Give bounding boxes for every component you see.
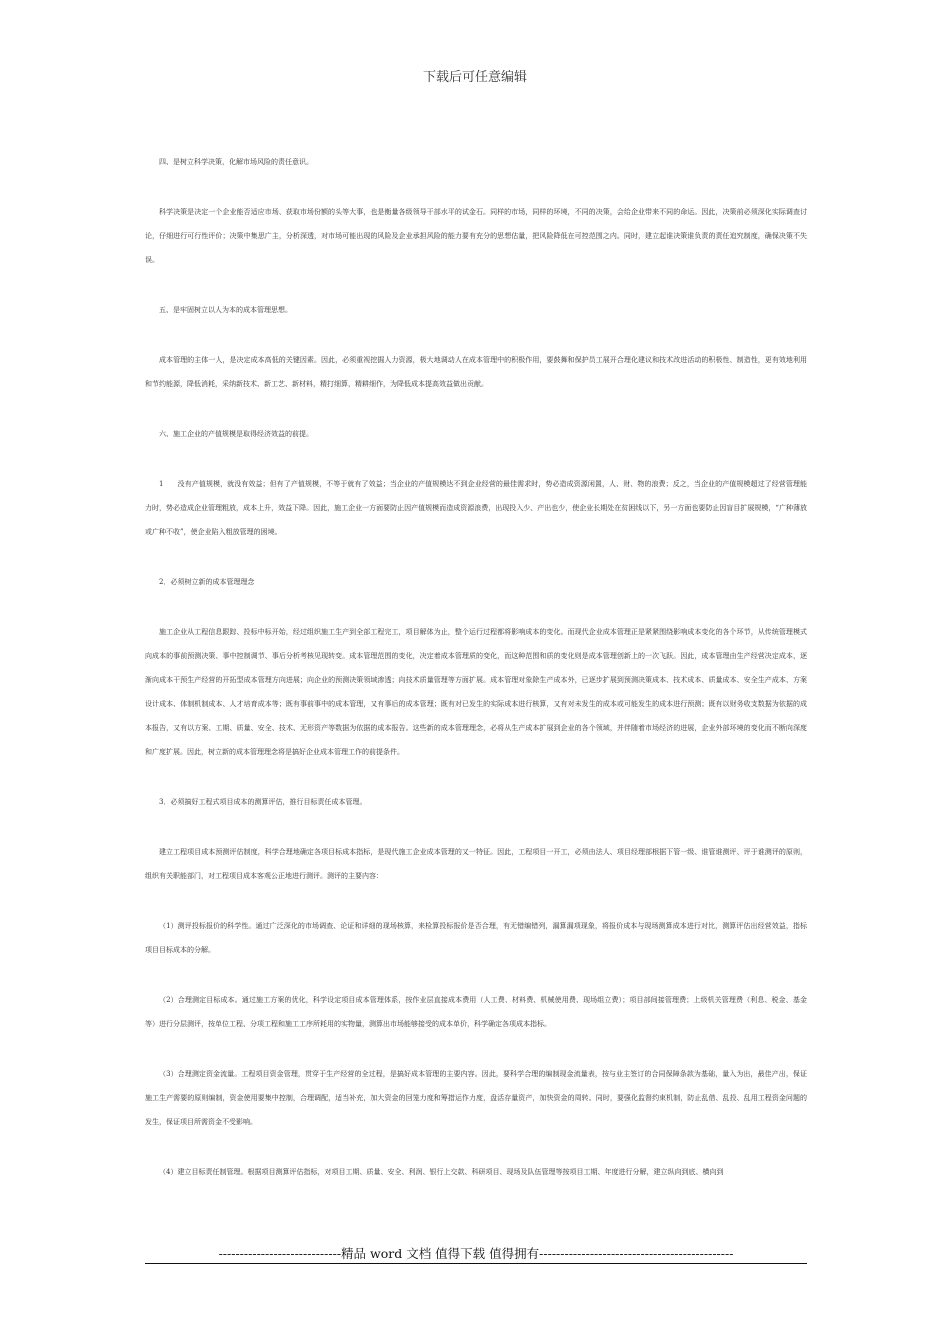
section-heading: 五、是牢固树立以人为本的成本管理思想。 xyxy=(159,306,292,314)
body-paragraph: 施工企业从工程信息跟踪、投标中标开始，经过组织施工生产到全部工程完工，项目解体为止，整个运行过程都将影响成本的变化。而现代企业成本管理正是紧紧围绕影响成本变化的各个环节，从传统管理模式向成本的事前预测决策、事中控制调节、事后分析考核见现转变。成本管理范围的变化，决定着成本管理质的变化，而这种范围和质的变化则是成本管理创新上的一次飞跃。因此，成本管理由生产经营决定成本，逐渐向成本干预生产经营的开拓型成本管理方向进展；向企业的预测决策领域渗透；向技术质量管理等方面扩展。成本管理对象除生产成本外，已逐步扩展到预测决策成本、技术成本、质量成本、安全生产成本、方案设计成本、体制机制成本、人才培育成本等；既有事前事中的成本管理，又有事后的成本管理；既有对已发生的实际成本进行核算，又有对未发生的成本或可能发生的成本进行预测；既有以财务收支数据为依据的成本报告，又有以方案、工期、质量、安全、技术、无形资产等数据为依据的成本报告。这些新的成本管理理念，必将从生产成本扩展到企业的各个领域，并伴随着市场经济的进展，企业外部环境的变化而不断向深度和广度扩展。因此，树立新的成本管理理念将是搞好企业成本管理工作的前提条件。 xyxy=(145,628,807,756)
body-paragraph: （1）测评投标报价的科学性。通过广泛深化的市场调查、论证和详细的现场核算，来检算投标报价是否合理，有无错编错列，漏算漏项现象，将报价成本与现场测算成本进行对比，测算评估出经营效益，指标项目目标成本的分解。 xyxy=(145,922,807,954)
footer-divider xyxy=(145,1263,807,1264)
page-header-title: 下载后可任意编辑 xyxy=(422,70,527,85)
body-paragraph: 建立工程项目成本预测评估制度，科学合理地确定各项目标成本指标，是现代施工企业成本管理的又一特征。因此，工程项目一开工，必须由法人、项目经理部根据下管一级、谁管谁测评、评于谁测评的原则，组织有关职能部门，对工程项目成本客观公正地进行测评。测评的主要内容： xyxy=(145,848,807,880)
body-paragraph: （2）合理测定目标成本。通过施工方案的优化，科学设定项目成本管理体系，按作业层直接成本费用（人工费、材料费、机械使用费、现场组立费）；项目部间接管理费；上级机关管理费（利息、税金、基金等）进行分层测评，按单位工程、分项工程和施工工序所耗用的实物量，测算出市场能够接受的成本单价，科学确定各项成本指标。 xyxy=(145,996,807,1028)
section-heading: 2．必须树立新的成本管理理念 xyxy=(159,578,255,586)
body-paragraph: 科学决策是决定一个企业能否适应市场、获取市场份额的头等大事，也是衡量各级领导干部水平的试金石。同样的市场，同样的环境，不同的决策，会给企业带来不同的命运。因此，决策前必须深化实际调查讨论，仔细进行可行性评价；决策中集思广主，分析深透，对市场可能出现的风险及企业承担风险的能力要有充分的思想估量，把风险降低在可控范围之内。同时，建立起谁决策谁负责的责任追究制度，确保决策不失误。 xyxy=(145,208,807,264)
section-heading: 四、是树立科学决策，化解市场风险的责任意识。 xyxy=(159,158,313,166)
body-paragraph: （4）建立目标责任制管理。根据项目测算评估指标，对项目工期、质量、安全、利润、银行上交款、科研项目、现场及队伍管理等按项目工期、年度进行分解，建立纵向到底、横向到 xyxy=(159,1168,724,1176)
section-heading: 六、施工企业的产值规模是取得经济效益的前提。 xyxy=(159,430,313,438)
body-paragraph: 1 没有产值规模，就没有效益；但有了产值规模，不等于就有了效益；当企业的产值规模达不到企业经营的最佳需求时，势必造成资源闲置，人、财、物的浪费；反之，当企业的产值规模超过了经营管理能力时，势必造成企业管理粗放，成本上升，效益下降。因此，施工企业一方面要防止因产值规模而造成资源浪费，出现投入少、产出也少，使企业长期处在贫困线以下，另一方面也要防止因盲目扩展规模，“广种薄放或广种不收”，使企业陷入粗放管理的困境。 xyxy=(145,480,807,536)
section-heading: 3．必须搞好工程式项目成本的测算评估，推行目标责任成本管理。 xyxy=(159,798,367,806)
page-footer-text: -----------------------------精品 word 文档 值得下载 值得拥有---------------------------------------------- xyxy=(218,1246,734,1261)
document-body xyxy=(145,150,807,1210)
body-paragraph: 成本管理的主体一人，是决定成本高低的关键因素。因此，必须重视挖掘人力资源，极大地调动人在成本管理中的积极作用，要鼓舞和保护员工展开合理化建议和技术改进活动的积极性、制造性，更有效地利用和节约能源，降低消耗，采纳新技术、新工艺、新材料，精打细算，精耕细作，为降低成本提高效益做出贡献。 xyxy=(145,356,807,388)
body-paragraph: （3）合理测定资金流量。工程项目资金管理，贯穿于生产经营的全过程，是搞好成本管理的主要内容。因此，要科学合理的编制现金流量表，按与业主签订的合同保障条款为基础，量入为出，最佳产出，保证施工生产需要的原则编制，资金使用要集中控制，合理调配，适当补充，加大资金的回笼力度和筹措运作力度，盘活存量资产，加快资金的周转。同时，要强化监督约束机制，防止乱借、乱投、乱用工程资金问题的发生，保证项目所需资金不受影响。 xyxy=(145,1070,807,1126)
